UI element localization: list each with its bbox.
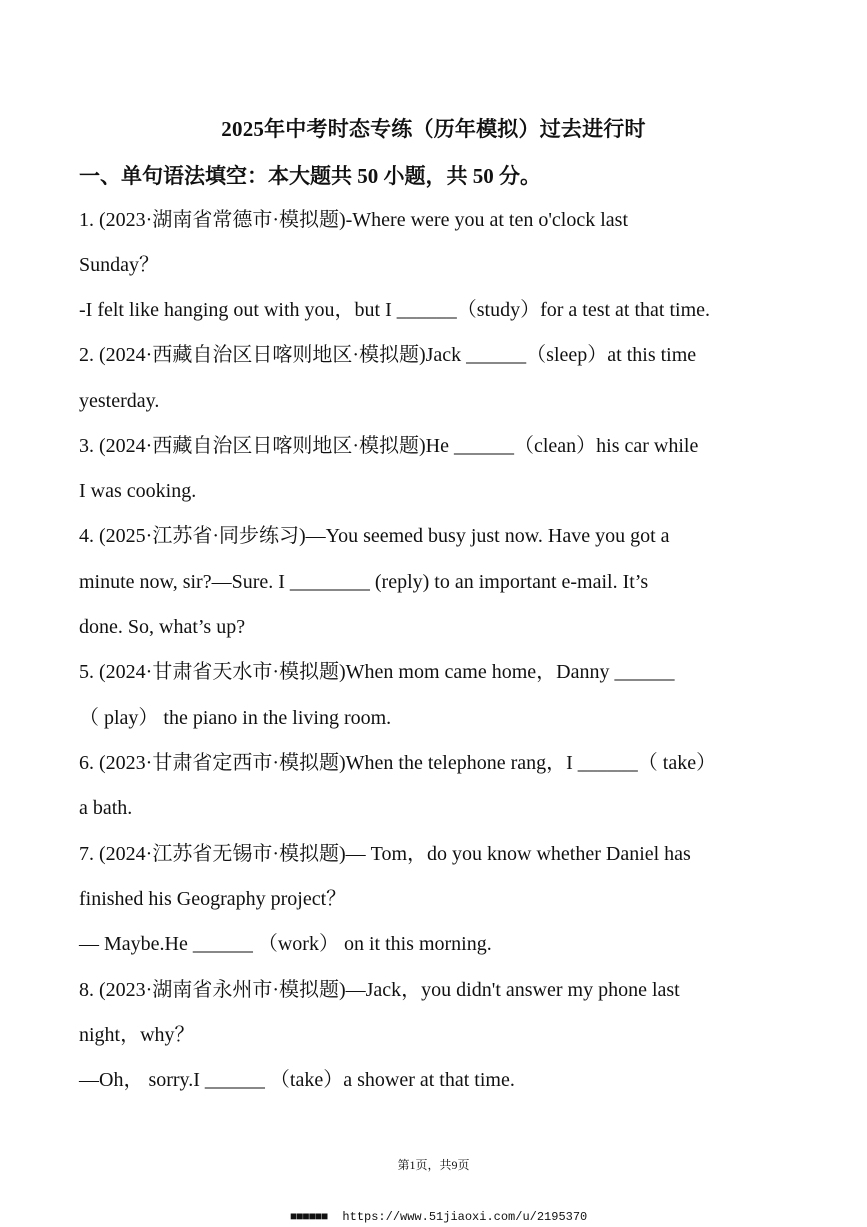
question-6-line-1: 6. (2023·甘肃省定西市·模拟题)When the telephone rang，I ______（ take） — [79, 752, 717, 774]
question-8-line-1: 8. (2023·湖南省永州市·模拟题)—Jack，you didn't answer my phone last — [79, 979, 680, 1001]
question-6-line-2: a bath. — [79, 797, 133, 819]
question-4-line-3: done. So, what’s up? — [79, 616, 246, 638]
question-3-line-1: 3. (2024·西藏自治区日喀则地区·模拟题)He ______（clean）his car while — [79, 435, 699, 457]
watermark-url: https://www.51jiaoxi.com/u/2195370 — [342, 1210, 588, 1224]
question-7-line-2: finished his Geography project？ — [79, 888, 347, 910]
question-5-line-1: 5. (2024·甘肃省天水市·模拟题)When mom came home，Danny ______ — [79, 661, 675, 683]
page-footer: 第1页，共9页 — [397, 1158, 470, 1172]
question-7-line-3: — Maybe.He ______ （work） on it this morning. — [79, 933, 492, 955]
section-heading: 一、单句语法填空：本大题共 50 小题，共 50 分。 — [79, 164, 541, 188]
question-1-line-2: Sunday？ — [79, 254, 159, 276]
question-1-line-3: -I felt like hanging out with you，but I ______（study）for a test at that time. — [79, 299, 711, 321]
question-4-line-1: 4. (2025·江苏省·同步练习)—You seemed busy just now. Have you got a — [79, 525, 670, 547]
question-2-line-2: yesterday. — [79, 390, 160, 412]
watermark — [290, 1210, 587, 1224]
watermark-marks: ■■■■■■ — [290, 1210, 328, 1224]
question-4-line-2: minute now, sir?—Sure. I ________ (reply) to an important e-mail. It’s — [79, 571, 649, 593]
question-7-line-1: 7. (2024·江苏省无锡市·模拟题)— Tom，do you know whether Daniel has — [79, 843, 691, 865]
question-8-line-2: night，why？ — [79, 1024, 195, 1046]
question-5-line-2: （ play） the piano in the living room. — [79, 707, 392, 729]
question-2-line-1: 2. (2024·西藏自治区日喀则地区·模拟题)Jack ______（sleep）at this time — [79, 344, 697, 366]
question-3-line-2: I was cooking. — [79, 480, 197, 502]
question-8-line-3: —Oh， sorry.I ______ （take）a shower at that time. — [79, 1069, 515, 1091]
page-title: 2025年中考时态专练（历年模拟）过去进行时 — [221, 117, 646, 141]
question-1-line-1: 1. (2023·湖南省常德市·模拟题)-Where were you at ten o'clock last — [79, 209, 629, 231]
